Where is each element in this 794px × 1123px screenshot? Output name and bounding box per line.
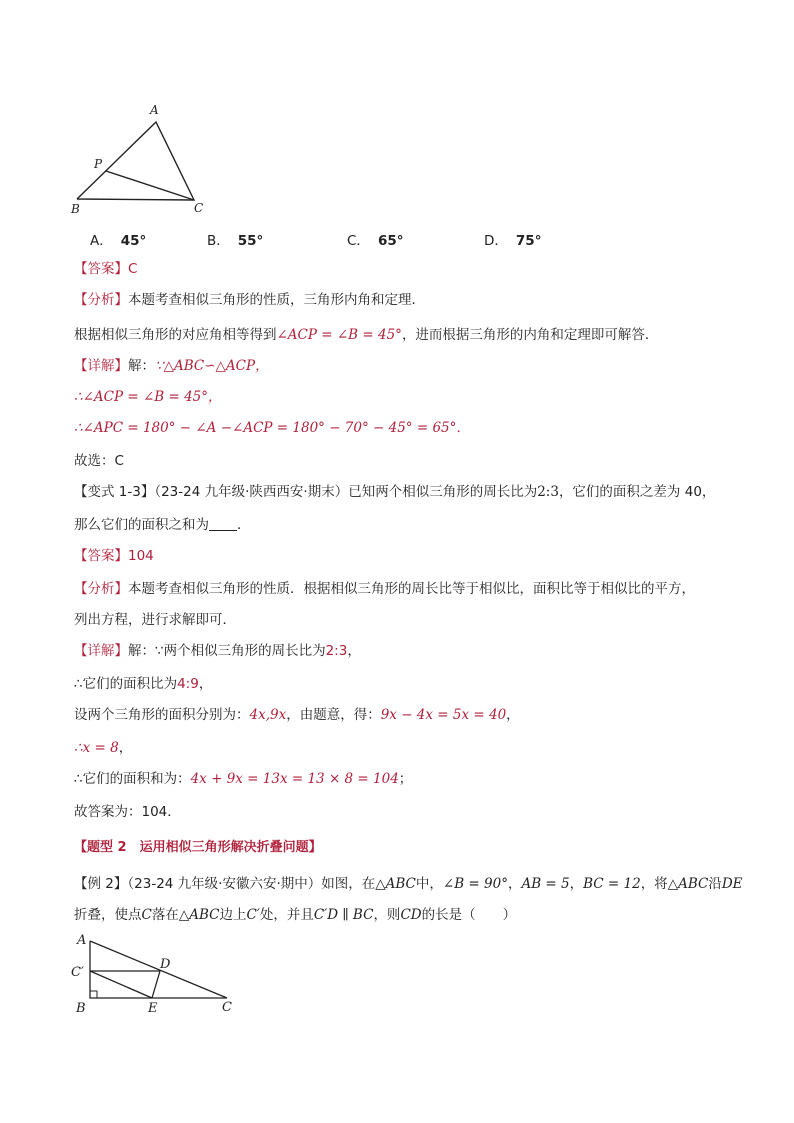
- detail-1: 【详解】解：∵△ABC∽△ACP，: [74, 358, 269, 374]
- label-c: C: [194, 201, 204, 215]
- label-c: C: [222, 1000, 232, 1015]
- label-a: A: [150, 103, 159, 117]
- example-2-question-line2: 折叠，使点C落在△ABC边上C′处，并且C′D ∥ BC，则CD的长是（ ）: [74, 907, 517, 923]
- example-2-question: 【例 2】（23-24 九年级·安徽六安·期中）如图，在△ABC中，∠B = 90°，AB = 5，BC = 12，将△ABC沿DE: [74, 876, 743, 892]
- detail-2: 【详解】解：∵两个相似三角形的周长比为2:3，: [74, 643, 361, 659]
- option-a: A． 45°: [90, 233, 147, 249]
- triangle-figure-2: [66, 930, 246, 1016]
- analysis-2-line2: 列出方程，进行求解即可．: [74, 612, 236, 628]
- label-a: A: [77, 933, 87, 948]
- segment-de: [152, 971, 160, 998]
- section-title: 【题型 2 运用相似三角形解决折叠问题】: [74, 840, 322, 855]
- detail-1-choice: 故选：C: [74, 453, 124, 469]
- analysis-1: 【分析】本题考查相似三角形的性质，三角形内角和定理．: [74, 292, 425, 308]
- label-c-prime: C′: [71, 965, 84, 980]
- option-b: B． 55°: [207, 233, 264, 249]
- right-angle-mark: [90, 991, 97, 998]
- detail-2-line5: ∴它们的面积和为：4x + 9x = 13x = 13 × 8 = 104；: [74, 771, 413, 787]
- label-p: P: [94, 157, 103, 171]
- answer-blank: [209, 516, 237, 531]
- answer-1: 【答案】C: [74, 261, 138, 277]
- option-c: C． 65°: [347, 233, 404, 249]
- segment-c1e: [90, 971, 152, 998]
- detail-1-line2: ∴∠ACP = ∠B = 45°，: [74, 389, 222, 405]
- variant-question: 【变式 1-3】（23-24 九年级·陕西西安·期末）已知两个相似三角形的周长比为2:3，它们的面积之差为 40，: [74, 484, 716, 500]
- label-e: E: [148, 1001, 158, 1016]
- detail-2-line2: ∴它们的面积比为4:9，: [74, 676, 213, 692]
- triangle-figure-1: [60, 98, 220, 218]
- option-d: D． 75°: [484, 233, 542, 249]
- variant-question-line2: 那么它们的面积之和为 ．: [74, 517, 251, 533]
- detail-2-line6: 故答案为：104．: [74, 804, 181, 820]
- detail-1-line3: ∴∠APC = 180° − ∠A −∠ACP = 180° − 70° − 45° = 65°．: [74, 420, 470, 436]
- detail-2-line4: ∴x = 8，: [74, 740, 133, 756]
- analysis-1-line2: 根据相似三角形的对应角相等得到∠ACP = ∠B = 45°，进而根据三角形的内角和定理即可解答．: [74, 327, 659, 343]
- analysis-2: 【分析】本题考查相似三角形的性质．根据相似三角形的周长比等于相似比，面积比等于相似比的平方，: [74, 581, 695, 597]
- label-d: D: [160, 957, 171, 972]
- segment-pc: [106, 171, 194, 200]
- label-b: B: [71, 202, 80, 216]
- answer-2: 【答案】104: [74, 548, 154, 564]
- detail-2-line3: 设两个三角形的面积分别为：4x,9x，由题意，得：9x − 4x = 5x = 40，: [74, 707, 520, 723]
- label-b: B: [76, 1001, 86, 1016]
- triangle-abc: [90, 941, 227, 998]
